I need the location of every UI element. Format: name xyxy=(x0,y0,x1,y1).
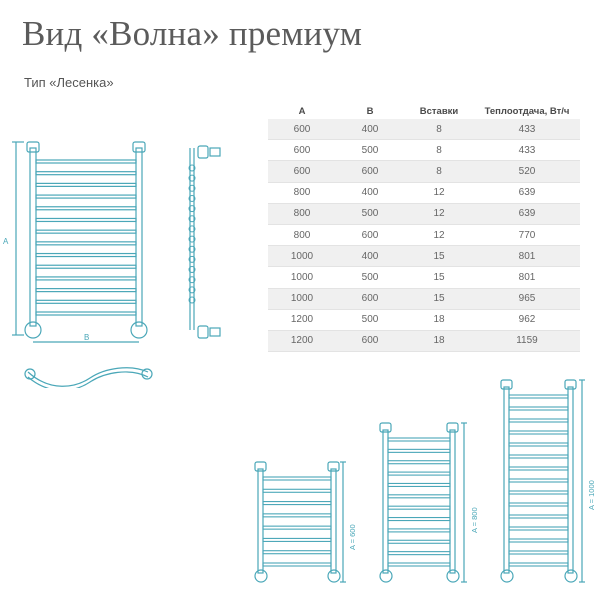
rung xyxy=(388,495,450,498)
table-row xyxy=(268,161,580,182)
table-header-row xyxy=(268,104,580,119)
rung xyxy=(36,289,136,292)
rung xyxy=(509,407,568,410)
table-cell: 1000 xyxy=(268,288,336,309)
rung xyxy=(36,207,136,210)
table-cell: 600 xyxy=(268,140,336,161)
rung xyxy=(388,483,450,486)
rung xyxy=(36,218,136,221)
rung xyxy=(388,449,450,452)
rung xyxy=(36,312,136,315)
rung xyxy=(388,518,450,521)
rung xyxy=(509,503,568,506)
table-row xyxy=(268,182,580,203)
rung xyxy=(509,491,568,494)
page-title: Вид «Волна» премиум xyxy=(22,14,363,53)
table-cell: 1159 xyxy=(474,330,580,351)
rung xyxy=(509,515,568,518)
table-cell: 500 xyxy=(336,309,404,330)
table-cell: 500 xyxy=(336,267,404,288)
rung xyxy=(263,477,331,480)
table-row xyxy=(268,224,580,245)
front-view-drawing xyxy=(0,130,165,355)
rung xyxy=(388,506,450,509)
table-cell: 433 xyxy=(474,140,580,161)
rung xyxy=(36,230,136,233)
rung xyxy=(509,479,568,482)
table-row xyxy=(268,203,580,224)
size-label-1000: A = 1000 xyxy=(587,480,596,510)
table-cell: 18 xyxy=(404,330,474,351)
rung xyxy=(388,472,450,475)
side-view-drawing xyxy=(180,140,225,350)
table-row xyxy=(268,246,580,267)
table-cell: 1200 xyxy=(268,309,336,330)
table-row xyxy=(268,140,580,161)
table-cell: 600 xyxy=(268,161,336,182)
rung xyxy=(36,277,136,280)
table-cell: 800 xyxy=(268,182,336,203)
table-cell: 15 xyxy=(404,267,474,288)
table-cell: 800 xyxy=(268,203,336,224)
size-600-drawing xyxy=(245,455,365,590)
rung xyxy=(509,527,568,530)
size-800-drawing xyxy=(370,418,490,590)
table-cell: 965 xyxy=(474,288,580,309)
table-cell: 400 xyxy=(336,182,404,203)
rung xyxy=(36,160,136,163)
dim-b-label: B xyxy=(84,333,90,342)
table-cell: 400 xyxy=(336,246,404,267)
rung xyxy=(509,443,568,446)
table-cell: 12 xyxy=(404,182,474,203)
table-row xyxy=(268,330,580,351)
table-cell: 15 xyxy=(404,246,474,267)
rung xyxy=(509,455,568,458)
top-view-drawing xyxy=(20,358,160,388)
rung xyxy=(36,254,136,257)
rung xyxy=(263,514,331,517)
rung xyxy=(263,489,331,492)
table-cell: 500 xyxy=(336,203,404,224)
table-cell: 8 xyxy=(404,140,474,161)
table-cell: 600 xyxy=(336,288,404,309)
table-cell: 600 xyxy=(268,119,336,140)
table-cell: 639 xyxy=(474,203,580,224)
rung xyxy=(388,438,450,441)
table-cell: 801 xyxy=(474,267,580,288)
table-cell: 8 xyxy=(404,161,474,182)
rung xyxy=(509,563,568,566)
rung xyxy=(36,195,136,198)
table-cell: 500 xyxy=(336,140,404,161)
table-cell: 8 xyxy=(404,119,474,140)
table-cell: 800 xyxy=(268,224,336,245)
rung xyxy=(263,502,331,505)
table-row xyxy=(268,267,580,288)
spec-table xyxy=(268,104,580,352)
dim-a-label: A xyxy=(3,237,9,246)
rung xyxy=(388,540,450,543)
rung xyxy=(36,183,136,186)
column-header: B xyxy=(366,106,374,117)
rung xyxy=(263,538,331,541)
rung xyxy=(263,526,331,529)
rung xyxy=(263,551,331,554)
table-cell: 520 xyxy=(474,161,580,182)
table-row xyxy=(268,119,580,140)
rung xyxy=(388,461,450,464)
rung xyxy=(36,242,136,245)
column-header: Вставки xyxy=(419,106,459,117)
rung xyxy=(509,419,568,422)
rung xyxy=(509,395,568,398)
table-cell: 400 xyxy=(336,119,404,140)
table-cell: 962 xyxy=(474,309,580,330)
table-cell: 600 xyxy=(336,161,404,182)
table-cell: 639 xyxy=(474,182,580,203)
table-cell: 15 xyxy=(404,288,474,309)
page-subtitle: Тип «Лесенка» xyxy=(24,75,114,90)
column-header: Теплоотдача, Вт/ч xyxy=(484,106,570,117)
table-cell: 433 xyxy=(474,119,580,140)
size-label-800: A = 800 xyxy=(470,507,479,533)
rung xyxy=(36,172,136,175)
rung xyxy=(388,529,450,532)
rung xyxy=(36,265,136,268)
table-row xyxy=(268,288,580,309)
size-label-600: A = 600 xyxy=(348,524,357,550)
table-row xyxy=(268,309,580,330)
rung xyxy=(509,539,568,542)
size-1000-drawing xyxy=(492,375,600,590)
table-cell: 12 xyxy=(404,224,474,245)
table-cell: 1000 xyxy=(268,267,336,288)
table-cell: 12 xyxy=(404,203,474,224)
table-cell: 1200 xyxy=(268,330,336,351)
rung xyxy=(509,551,568,554)
rung xyxy=(263,563,331,566)
column-header: A xyxy=(298,106,306,117)
table-cell: 600 xyxy=(336,224,404,245)
rung xyxy=(36,300,136,303)
table-cell: 770 xyxy=(474,224,580,245)
rung xyxy=(388,552,450,555)
table-cell: 600 xyxy=(336,330,404,351)
rung xyxy=(509,467,568,470)
rung xyxy=(509,431,568,434)
rung xyxy=(388,563,450,566)
table-cell: 801 xyxy=(474,246,580,267)
table-cell: 1000 xyxy=(268,246,336,267)
table-cell: 18 xyxy=(404,309,474,330)
